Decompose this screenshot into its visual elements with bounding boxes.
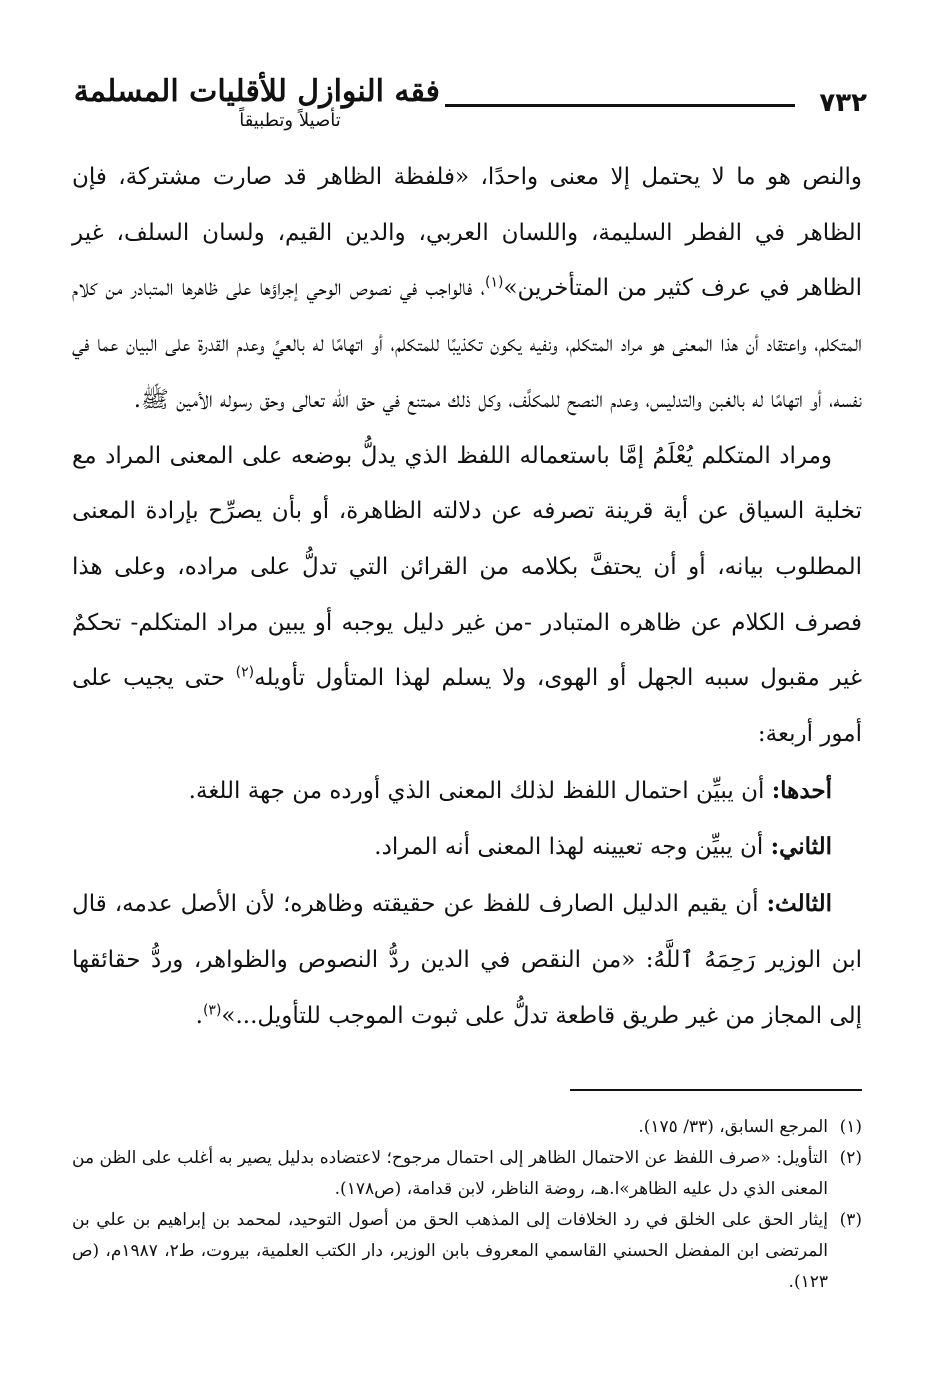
footnotes bbox=[72, 1112, 862, 1298]
footnote-number: (٣) bbox=[839, 1210, 862, 1230]
footnote-divider bbox=[570, 1089, 862, 1091]
list-item-first: أحدها: أن يبيِّن احتمال اللفظ لذلك المعنى الذي أورده من جهة اللغة. bbox=[188, 776, 832, 804]
footnote-2 bbox=[72, 1143, 862, 1205]
footnote-text: المرجع السابق، (٣٣/ ١٧٥). bbox=[638, 1117, 828, 1137]
page-header bbox=[73, 70, 867, 150]
list-item-second: الثاني: أن يبيِّن وجه تعيينه لهذا المعنى أنه المراد. bbox=[374, 833, 832, 861]
paragraph-1: والنص هو ما لا يحتمل إلا معنى واحدًا، «فلفظة الظاهر قد صارت مشتركة، فإن الظاهر في الفطر السليمة، واللسان العربي، والدين القيم، ولسان السلف، غير الظاهر في عرف كثير من المتأخرين»$^{(١)}$، فالواجب في نصوص الوحي إجراؤها على ظاهرها المتبادر من كلام المتكلم، واعتقاد أن هذا المعنى هو مراد المتكلم، ونفيه يكون تكذيبًا للمتكلم، أو اتهامًا له بالعيِّ وعدم القدرة على البيان عما في نفسه، أو اتهامًا له بالغبن والتدليس، وعدم النصح للمكلَّف، وكل ذلك ممتنع في حق الله تعالى وحق رسوله الأمين ﷺ. bbox=[72, 164, 862, 413]
list-item-label: الثالث: bbox=[766, 890, 832, 918]
book-title bbox=[73, 74, 440, 132]
main-text bbox=[72, 150, 862, 1044]
footnote-text: إيثار الحق على الخلق في رد الخلافات إلى المذهب الحق من أصول التوحيد، لمحمد بن إبراهيم بن علي بن المرتضى ابن المفضل الحسني القاسمي المعروف بابن الوزير، دار الكتب العلمية، بيروت، ط٢، ١٩٨٧م، (ص ١٢٣). bbox=[72, 1210, 828, 1292]
footnote-number: (٢) bbox=[839, 1148, 862, 1168]
footnote-ref-1[interactable]: (١) bbox=[485, 274, 504, 291]
footnote-ref-3[interactable]: (٣) bbox=[202, 1001, 222, 1018]
list-item-label: أحدها: bbox=[771, 776, 832, 804]
footnote-text: التأويل: «صرف اللفظ عن الاحتمال الظاهر إلى احتمال مرجوح؛ لاعتضاده بدليل يصير به أغلب على الظن من المعنى الذي دل عليه الظاهر»ا.هـ، روضة الناظر، لابن قدامة، (ص١٧٨). bbox=[72, 1148, 828, 1199]
list-item-label: الثاني: bbox=[770, 833, 832, 861]
footnote-number: (١) bbox=[839, 1117, 862, 1137]
header-rule bbox=[445, 104, 795, 107]
footnote-1 bbox=[72, 1112, 862, 1143]
paragraph-2: ومراد المتكلم يُعْلَمُ إمَّا باستعماله اللفظ الذي يدلُّ بوضعه على المعنى المراد مع تخلية السياق عن أية قرينة تصرفه عن دلالته الظاهرة، أو بأن يصرِّح بإرادة المعنى المطلوب بيانه، أو أن يحتفَّ بكلامه من القرائن التي تدلُّ على مراده، وعلى هذا فصرف الكلام عن ظاهره المتبادر -من غير دليل يوجبه أو يبين مراد المتكلم- تحكمٌ غير مقبول سببه الجهل أو الهوى، ولا يسلم لهذا المتأول تأويله$^{(٢)}$ حتى يجيب على أمور أربعة: bbox=[72, 442, 862, 748]
footnote-ref-2[interactable]: (٢) bbox=[235, 664, 255, 681]
book-title-subtitle: تأصيلاً وتطبيقاً bbox=[239, 110, 341, 131]
footnote-3 bbox=[72, 1205, 862, 1298]
list-item-third: الثالث: أن يقيم الدليل الصارف للفظ عن حقيقته وظاهره؛ لأن الأصل عدمه، قال ابن الوزير رَحِمَهُ ٱللَّهُ: «من النقص في الدين ردُّ النصوص والظواهر، وردُّ حقائقها إلى المجاز من غير طريق قاطعة تدلُّ على ثبوت الموجب للتأويل...»$^{(٣)}$. bbox=[72, 890, 862, 1029]
book-title-main: فقه النوازل للأقليات المسلمة bbox=[73, 74, 440, 109]
page-number: ٧٣٢ bbox=[819, 88, 867, 118]
